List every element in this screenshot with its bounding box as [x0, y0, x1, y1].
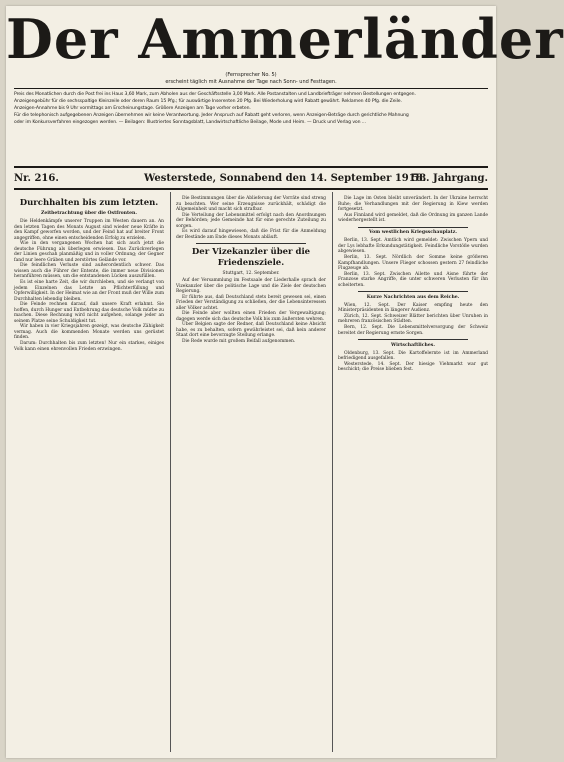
section-title: Kurze Nachrichten aus dem Reiche.: [366, 294, 460, 300]
section-title: Wirtschaftliches.: [391, 342, 435, 348]
paragraph: Die Rede wurde mit großem Beifall aufgenommen.: [182, 338, 296, 344]
report: Zürich, 12. Sept. Schweizer Blätter berichten über Unruhen in mehreren französischen Städten.: [338, 313, 488, 325]
article-subhead: Zeitbetrachtung über die Ostfronten.: [40, 211, 137, 216]
column-divider: [170, 192, 171, 752]
paragraph: Es wird darauf hingewiesen, daß die Frist für die Anmeldung der Bestände am Ende dieses Monats abläuft.: [176, 229, 326, 240]
notice-line: Anzeigengebühr für die sechsspaltige Kleinzeile oder deren Raum 15 Pfg.; für auswärtige Inserenten 20 Pfg. Bei Wiederholung wird Rabatt gewährt. Reklamen 40 Pfg. die Zeile.: [14, 99, 402, 104]
article-headline: Der Vizekanzler über die Friedensziele.: [191, 246, 311, 268]
notice-line: Anzeigen-Annahme bis 9 Uhr vormittags am Erscheinungstage. Größere Anzeigen am Tage vorher erbeten.: [14, 106, 251, 111]
paragraph: Die Feinde aber wollten einen Frieden der Vergewaltigung; dagegen werde sich das deutsche Volk bis zum äußersten wehren.: [176, 311, 326, 322]
masthead-rule: [14, 88, 488, 89]
column-divider: [332, 192, 333, 752]
paragraph: Die feindlichen Verluste sind außerordentlich schwer. Das wissen auch die Führer der Entente, die immer neue Divisionen heranführen müssen, um die entstandenen Lücken auszufüllen.: [14, 263, 164, 280]
report: Berlin, 13. Sept. Nördlich der Somme keine größeren Kampfhandlungen. Unsere Flieger schossen gestern 27 feindliche Flugzeuge ab.: [338, 254, 488, 272]
report: Wien, 12. Sept. Der Kaiser empfing heute den Ministerpräsidenten in längerer Audienz.: [338, 302, 488, 314]
article-headline: Durchhalten bis zum letzten.: [19, 198, 159, 208]
report: Berlin, 13. Sept. Zwischen Ailette und Aisne führte der Franzose starke Angriffe, die unter schweren Verlusten für ihn scheiterten.: [338, 271, 488, 288]
paragraph: Er führte aus, daß Deutschland stets bereit gewesen sei, einen Frieden der Verständigung zu schließen, der die Lebensinteressen aller Völker achtet.: [176, 294, 326, 311]
place-date: Westerstede, Sonnabend den 14. September 1918.: [144, 173, 427, 184]
notice-line: Für die telephonisch aufgegebenen Anzeigen übernehmen wir keine Verantwortung. Jeder Anspruch auf Rabatt geht verloren, wenn Anzeigen-Beträge durch gerichtliche Mahnung: [14, 113, 409, 118]
paragraph: Die Heldenkämpfe unserer Truppen im Westen dauern an. An den letzten Tagen des Monats August sind wieder neue Kräfte in den Kampf geworfen worden, und der Feind hat auf breiter Front angegriffen, ohne einen entscheidenden Erfolg zu erzielen.: [14, 219, 164, 241]
section-divider: [358, 227, 468, 228]
paragraph: Es ist eine harte Zeit, die wir durchleben, und sie verlangt von jedem Einzelnen das Letzte an Pflichterfüllung und Opferwilligkeit. In der Heimat wie an der Front muß der Wille zum Durchhalten lebendig bleiben.: [14, 280, 164, 302]
report: Oldenburg, 13. Sept. Die Kartoffelernte ist im Ammerland befriedigend ausgefallen.: [338, 350, 488, 362]
paragraph: Die Bestimmungen über die Ablieferung der Vorräte sind streng zu beachten. Wer seine Erzeugnisse zurückhält, schädigt die Allgemeinheit und macht sich strafbar.: [176, 196, 326, 213]
paragraph: Wie in den vergangenen Wochen hat sich auch jetzt die deutsche Führung als überlegen erwiesen. Das Zurückverlegen der Linien geschah planmäßig und in voller Ordnung; der Gegner fand nur leere Gräben und zerstörtes Gelände vor.: [14, 241, 164, 263]
paragraph: Darum: Durchhalten bis zum letzten! Nur ein starkes, einiges Volk kann einen ehrenvollen Frieden erzwingen.: [14, 341, 164, 352]
section-title: Vom westlichen Kriegsschauplatz.: [369, 230, 457, 236]
article-dateline: Stuttgart, 12. September.: [222, 270, 280, 276]
masthead-phone: (Fernsprecher No. 5): [225, 72, 277, 78]
paragraph: Wir haben in vier Kriegsjahren gezeigt, was deutsche Zähigkeit vermag. Auch die kommenden Monate werden uns gerüstet finden.: [14, 324, 164, 341]
column-left: [14, 196, 164, 752]
paragraph: Aus Finnland wird gemeldet, daß die Ordnung im ganzen Lande wiederhergestellt ist.: [338, 212, 488, 224]
column-middle: [176, 196, 326, 752]
issue-number: Nr. 216.: [14, 173, 59, 184]
report: Berlin, 13. Sept. Amtlich wird gemeldet: Zwischen Ypern und der Lys lebhafte Erkundungstätigkeit. Feindliche Vorstöße wurden abgewiesen.: [338, 238, 488, 255]
column-right: [338, 196, 488, 752]
volume-number: 58. Jahrgang.: [412, 173, 488, 184]
section-divider: [358, 291, 468, 292]
paragraph: Die Verteilung der Lebensmittel erfolgt nach den Anordnungen der Behörden; jede Gemeinde hat für eine gerechte Zuteilung zu sorgen.: [176, 212, 326, 229]
paragraph: Die Lage im Osten bleibt unverändert. In der Ukraine herrscht Ruhe; die Verhandlungen mit der Regierung in Kiew werden fortgesetzt.: [338, 196, 488, 213]
report: Bern, 12. Sept. Die Lebensmittelversorgung der Schweiz bereitet der Regierung ernste Sorgen.: [338, 325, 488, 336]
paragraph: Die Feinde rechnen darauf, daß unsere Kraft erlahmt. Sie hoffen, durch Hunger und Entbehrung das deutsche Volk mürbe zu machen. Diese Rechnung wird nicht aufgehen, solange jeder an seinem Platze seine Schuldigkeit tut.: [14, 302, 164, 324]
report: Westerstede, 14. Sept. Der hiesige Viehmarkt war gut beschickt; die Preise blieben fest.: [338, 361, 488, 373]
dateline-rule-bottom: [14, 188, 488, 190]
newspaper-page: [6, 6, 564, 758]
paragraph: Auf der Versammlung im Festsaale der Liederhalle sprach der Vizekanzler über die politische Lage und die Ziele der deutschen Regierung.: [176, 277, 326, 295]
section-divider: [196, 243, 306, 244]
masthead-title: Der Ammerländer: [6, 7, 564, 71]
notice-line: Preis des Monatlichen durch die Post frei ins Haus 3,60 Mark, zum Abholen aus der Geschäftsstelle 3,00 Mark. Alle Postanstalten und Landbriefträger nehmen Bestellungen entgegen.: [14, 92, 416, 97]
notice-line: oder im Konkursverfahren eingezogen werden. — Beilagen: Illustriertes Sonntagsblatt, Landwirtschaftliche Beilage, Mode und Heim. — Druck und Verlag von ...: [14, 120, 366, 125]
dateline: [14, 172, 488, 186]
masthead-subtitle: erscheint täglich mit Ausnahme der Tage nach Sonn- und Festtagen.: [165, 79, 337, 85]
paragraph: Über Belgien sagte der Redner, daß Deutschland keine Absicht habe, es zu behalten, sofern gewährleistet sei, daß kein anderer Staat dort eine bevorzugte Stellung erlange.: [176, 322, 326, 339]
dateline-rule-top: [14, 166, 488, 168]
section-divider: [358, 339, 468, 340]
